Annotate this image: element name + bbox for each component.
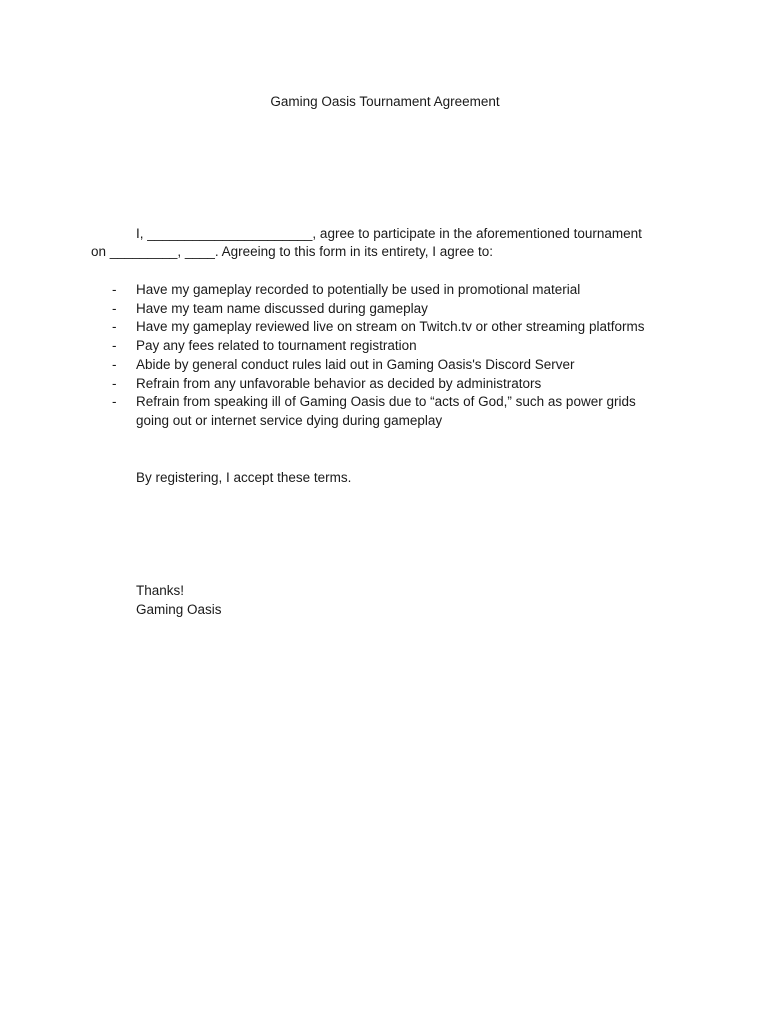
term-item <box>112 393 672 430</box>
term-item <box>112 337 672 356</box>
bullet-dash: - <box>112 375 117 391</box>
term-item <box>112 281 672 300</box>
bullet-dash: - <box>112 356 117 372</box>
term-item <box>112 356 672 375</box>
term-text: Have my gameplay reviewed live on stream on Twitch.tv or other streaming platforms <box>136 319 645 335</box>
term-text: Have my team name discussed during gameplay <box>136 300 428 316</box>
term-text: Have my gameplay recorded to potentially be used in promotional material <box>136 282 581 297</box>
bullet-dash: - <box>112 300 117 316</box>
bullet-dash: - <box>112 319 117 335</box>
bullet-dash: - <box>112 282 117 297</box>
document-title: Gaming Oasis Tournament Agreement <box>270 94 500 109</box>
closing-text: Thanks! <box>136 583 185 598</box>
term-item <box>112 318 672 337</box>
intro-line-2: on _________, ____. Agreeing to this form in its entirety, I agree to: <box>91 244 494 259</box>
acceptance-statement: By registering, I accept these terms. <box>136 470 352 485</box>
term-item <box>112 300 672 319</box>
term-item <box>112 375 672 394</box>
term-text: Abide by general conduct rules laid out in Gaming Oasis's Discord Server <box>136 356 575 372</box>
term-text: Pay any fees related to tournament registration <box>136 338 417 354</box>
terms-list <box>112 281 672 431</box>
term-text: Refrain from any unfavorable behavior as decided by administrators <box>136 375 542 391</box>
intro-line-1: I, ______________________, agree to participate in the aforementioned tournament <box>136 226 642 241</box>
signature-text: Gaming Oasis <box>136 602 222 617</box>
bullet-dash: - <box>112 338 117 354</box>
bullet-dash: - <box>112 394 117 410</box>
sign-off <box>136 581 222 619</box>
term-text: Refrain from speaking ill of Gaming Oasis due to “acts of God,” such as power grids going out or internet service dying during gameplay <box>136 394 636 428</box>
